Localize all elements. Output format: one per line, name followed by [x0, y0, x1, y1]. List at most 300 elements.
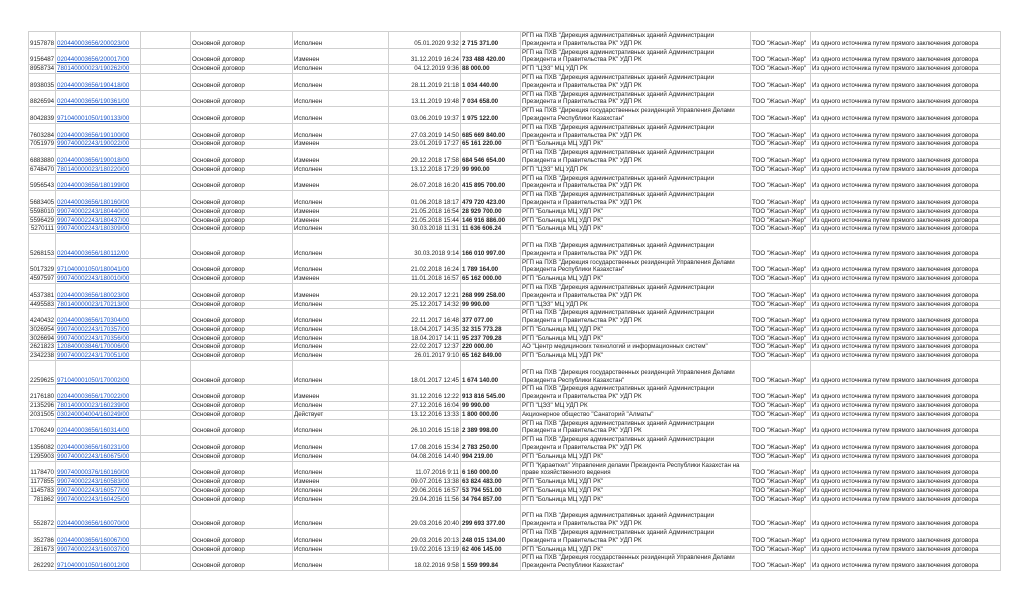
contract-number-link[interactable]: 020440003656/200017/00 — [57, 56, 130, 64]
contract-number-link[interactable]: 990740002243/160037/00 — [57, 545, 130, 553]
record-id: 5268153 — [29, 234, 56, 258]
contract-status: Действует — [293, 410, 389, 419]
contract-amount: 62 406 145.00 — [461, 545, 521, 554]
contract-status: Исполнен — [293, 334, 389, 343]
table-row — [29, 32, 1001, 49]
contract-status: Изменен — [293, 140, 389, 149]
contract-number-cell — [56, 504, 141, 528]
contract-amount: 166 010 997.00 — [461, 234, 521, 258]
contract-number-link[interactable]: 020440003656/190018/00 — [57, 156, 130, 164]
contract-status: Изменен — [293, 275, 389, 284]
contract-date: 04.08.2016 14:40 — [389, 452, 461, 461]
contract-type: Основной договор — [191, 487, 293, 496]
supplier-name: ТОО "Жасыл-Жер" — [751, 258, 811, 275]
procurement-method: Из одного источника путем прямого заключения договора — [811, 174, 1001, 191]
contract-number-cell — [56, 410, 141, 419]
empty-cell — [141, 554, 191, 571]
contract-amount: 1 559 999.84 — [461, 554, 521, 571]
contract-type: Основной договор — [191, 461, 293, 478]
contract-number-link[interactable]: 780140000023/160239/00 — [57, 402, 130, 410]
contract-number-link[interactable]: 020440003656/180160/00 — [57, 198, 130, 206]
table-row — [29, 419, 1001, 436]
contract-type: Основной договор — [191, 504, 293, 528]
empty-cell — [141, 73, 191, 90]
contract-number-link[interactable]: 780140000023/180220/00 — [57, 165, 130, 173]
contract-amount: 2 783 250.00 — [461, 436, 521, 453]
supplier-name: ТОО "Жасыл-Жер" — [751, 309, 811, 326]
supplier-name: ТОО "Жасыл-Жер" — [751, 234, 811, 258]
contract-date: 31.12.2016 12:22 — [389, 385, 461, 402]
contract-number-link[interactable]: 020440003656/180199/00 — [57, 182, 130, 190]
record-id: 6883880 — [29, 149, 56, 166]
record-id: 262292 — [29, 554, 56, 571]
record-id: 1145783 — [30, 487, 54, 495]
table-row — [29, 65, 1001, 74]
record-id: 1177855 — [30, 478, 54, 486]
contract-number-link[interactable]: 030240004004/160249/00 — [57, 410, 130, 418]
empty-cell — [141, 545, 191, 554]
table-row — [29, 554, 1001, 571]
contract-type: Основной договор — [191, 402, 293, 411]
contract-number-link[interactable]: 990740002243/160425/00 — [57, 495, 130, 503]
contract-amount: 1 674 140.00 — [461, 361, 521, 385]
procurement-method: Из одного источника путем прямого заключения договора — [811, 149, 1001, 166]
customer-name: РГП "Больница МЦ УДП РК" — [521, 478, 751, 487]
contract-number-link[interactable]: 990740002243/180010/00 — [57, 275, 130, 283]
procurement-method: Из одного источника путем прямого заключения договора — [811, 410, 1001, 419]
supplier-name: ТОО "Жасыл-Жер" — [751, 149, 811, 166]
contract-date: 29.03.2016 20:40 — [389, 504, 461, 528]
contract-date: 31.12.2019 16:24 — [389, 48, 461, 65]
record-id: 4495583 — [30, 300, 55, 308]
contract-number-cell — [56, 90, 141, 107]
contract-date: 21.02.2018 16:24 — [389, 258, 461, 275]
record-id: 6748470 — [30, 165, 55, 173]
contract-amount: 63 824 483.00 — [461, 478, 521, 487]
contract-type: Основной договор — [191, 73, 293, 90]
customer-name: РГП "Больница МЦ УДП РК" — [521, 325, 751, 334]
empty-cell — [141, 258, 191, 275]
supplier-name: ТОО "Жасыл-Жер" — [751, 545, 811, 554]
table-row — [29, 275, 1001, 284]
contract-date: 13.12.2018 17:29 — [389, 165, 461, 174]
customer-name: РГП на ПХВ "Дирекция административных зданий Администрации Президента и Правительства РК" УДП РК — [521, 73, 751, 90]
supplier-name: ТОО "Жасыл-Жер" — [751, 452, 811, 461]
procurement-method: Из одного источника путем прямого заключения договора — [811, 461, 1001, 478]
contract-number-link[interactable]: 020440003656/160231/00 — [57, 444, 130, 452]
table-row — [29, 283, 1001, 300]
contract-status: Изменен — [293, 48, 389, 65]
procurement-method: Из одного источника путем прямого заключения договора — [811, 352, 1001, 361]
contract-number-link[interactable]: 990740002243/180437/00 — [57, 216, 130, 224]
contract-type: Основной договор — [191, 343, 293, 352]
contract-amount: 95 237 709.28 — [461, 334, 521, 343]
supplier-name: ТОО "Жасыл-Жер" — [751, 419, 811, 436]
customer-name: РГП "Қараөткел" Управления делами Президента Республики Казахстан на праве хозяйственного ведения — [521, 461, 751, 478]
contract-amount: 268 999 258.00 — [461, 283, 521, 300]
table-row — [29, 461, 1001, 478]
contract-status: Изменен — [293, 478, 389, 487]
contract-date: 30.03.2018 9:14 — [389, 234, 461, 258]
customer-name: РГП "Больница МЦ УДП РК" — [521, 207, 751, 216]
supplier-name: ТОО "Жасыл-Жер" — [751, 478, 811, 487]
contract-amount: 299 693 377.00 — [461, 504, 521, 528]
customer-name: РГП на ПХВ "Дирекция административных зданий Администрации Президента и Правительства РК" УДП РК — [521, 90, 751, 107]
procurement-method: Из одного источника путем прямого заключения договора — [811, 283, 1001, 300]
record-id: 2621823 — [30, 343, 55, 351]
customer-name: РГП на ПХВ "Дирекция административных зданий Администрации Президента и Правительства РК" УДП РК — [521, 419, 751, 436]
contract-number-cell — [56, 487, 141, 496]
contract-date: 18.02.2016 9:58 — [389, 554, 461, 571]
contract-type: Основной договор — [191, 385, 293, 402]
contract-number-link[interactable]: 990740002243/170051/00 — [57, 352, 130, 360]
contract-number-link[interactable]: 990740002243/180309/00 — [57, 225, 130, 233]
contract-type: Основной договор — [191, 554, 293, 571]
contract-status: Исполнен — [293, 343, 389, 352]
record-id: 4240432 — [29, 309, 56, 326]
contract-amount: 99 990.00 — [461, 300, 521, 309]
empty-cell — [141, 48, 191, 65]
record-id: 4597597 — [30, 275, 55, 283]
contract-status: Исполнен — [293, 165, 389, 174]
contract-date: 26.01.2017 9:10 — [389, 352, 461, 361]
table-row — [29, 410, 1001, 419]
customer-name: РГП "Больница МЦ УДП РК" — [521, 352, 751, 361]
table-row — [29, 300, 1001, 309]
contract-date: 21.05.2018 16:54 — [389, 207, 461, 216]
customer-name: РГП "Больница МЦ УДП РК" — [521, 334, 751, 343]
empty-cell — [141, 234, 191, 258]
contract-amount: 913 816 545.00 — [461, 385, 521, 402]
contract-type: Основной договор — [191, 216, 293, 225]
contract-number-cell — [56, 73, 141, 90]
empty-cell — [141, 461, 191, 478]
empty-cell — [141, 352, 191, 361]
contract-status: Исполнен — [293, 234, 389, 258]
contract-status: Исполнен — [293, 554, 389, 571]
supplier-name: ТОО "Жасыл-Жер" — [751, 300, 811, 309]
contract-date: 22.11.2017 16:48 — [389, 309, 461, 326]
contract-number-link[interactable]: 780140000023/190262/00 — [57, 65, 130, 73]
procurement-method: Из одного источника путем прямого заключения договора — [811, 65, 1001, 74]
contract-status: Исполнен — [293, 504, 389, 528]
customer-name: РГП "ЦЭЗ" МЦ УДП РК — [521, 65, 751, 74]
contract-status: Исполнен — [293, 300, 389, 309]
table-row — [29, 309, 1001, 326]
record-id: 5598010 — [30, 207, 55, 215]
contract-number-cell — [56, 258, 141, 275]
procurement-method: Из одного источника путем прямого заключения договора — [811, 504, 1001, 528]
supplier-name: ТОО "Жасыл-Жер" — [751, 123, 811, 140]
supplier-name: ТОО "Жасыл-Жер" — [751, 207, 811, 216]
customer-name: РГП на ПХВ "Дирекция государственных резиденций Управления Делами Президента Республики Казахстан" — [521, 554, 751, 571]
contract-number-cell — [56, 495, 141, 504]
table-row — [29, 361, 1001, 385]
procurement-method: Из одного источника путем прямого заключения договора — [811, 419, 1001, 436]
table-row — [29, 207, 1001, 216]
contract-number-link[interactable]: 990740002243/190022/00 — [57, 140, 130, 148]
contract-type: Основной договор — [191, 165, 293, 174]
empty-cell — [141, 216, 191, 225]
supplier-name: ТОО "Жасыл-Жер" — [751, 174, 811, 191]
supplier-name: ТОО "Жасыл-Жер" — [751, 90, 811, 107]
contract-type: Основной договор — [191, 90, 293, 107]
supplier-name: ТОО "Жасыл-Жер" — [751, 191, 811, 208]
procurement-method: Из одного источника путем прямого заключения договора — [811, 207, 1001, 216]
procurement-method: Из одного источника путем прямого заключения договора — [811, 140, 1001, 149]
table-row — [29, 504, 1001, 528]
customer-name: РГП на ПХВ "Дирекция административных зданий Администрации Президента и Правительства РК" УДП РК — [521, 123, 751, 140]
contract-amount: 1 789 164.00 — [461, 258, 521, 275]
contract-amount: 7 034 658.00 — [461, 90, 521, 107]
customer-name: РГП на ПХВ "Дирекция государственных резиденций Управления Делами Президента Республики Казахстан" — [521, 258, 751, 275]
record-id: 8826594 — [29, 90, 56, 107]
contract-number-link[interactable]: 020440003656/190418/00 — [57, 81, 130, 89]
contract-type: Основной договор — [191, 191, 293, 208]
procurement-method: Из одного источника путем прямого заключения договора — [811, 165, 1001, 174]
procurement-method: Из одного источника путем прямого заключения договора — [811, 309, 1001, 326]
contract-number-cell — [56, 65, 141, 74]
record-id: 7051979 — [30, 140, 55, 148]
customer-name: РГП "Больница МЦ УДП РК" — [521, 452, 751, 461]
contract-number-cell — [56, 32, 141, 49]
customer-name: РГП "Больница МЦ УДП РК" — [521, 275, 751, 284]
contract-amount: 34 764 857.00 — [461, 495, 521, 504]
record-id: 2135296 — [30, 402, 55, 410]
contract-amount: 377 077.00 — [461, 309, 521, 326]
table-row — [29, 191, 1001, 208]
contract-number-cell — [56, 402, 141, 411]
contract-amount: 220 000.00 — [461, 343, 521, 352]
procurement-method: Из одного источника путем прямого заключения договора — [811, 343, 1001, 352]
procurement-method: Из одного источника путем прямого заключения договора — [811, 487, 1001, 496]
contract-number-cell — [56, 48, 141, 65]
table-row — [29, 487, 1001, 496]
contract-number-link[interactable]: 990740002243/160583/00 — [57, 478, 130, 486]
empty-cell — [141, 123, 191, 140]
procurement-method: Из одного источника путем прямого заключения договора — [811, 48, 1001, 65]
contract-number-cell — [56, 545, 141, 554]
supplier-name: ТОО "Жасыл-Жер" — [751, 461, 811, 478]
contract-amount: 11 636 606.24 — [461, 225, 521, 234]
procurement-method: Из одного источника путем прямого заключения договора — [811, 478, 1001, 487]
record-id: 9157878 — [29, 32, 56, 49]
supplier-name: ТОО "Жасыл-Жер" — [751, 361, 811, 385]
contract-status: Исполнен — [293, 419, 389, 436]
contract-number-link[interactable]: 020440003656/180112/00 — [57, 249, 129, 257]
contract-status: Исполнен — [293, 402, 389, 411]
customer-name: РГП "Больница МЦ УДП РК" — [521, 225, 751, 234]
contract-date: 11.07.2016 9:11 — [389, 461, 461, 478]
contract-type: Основной договор — [191, 452, 293, 461]
record-id: 1706249 — [29, 419, 56, 436]
contract-date: 13.12.2016 13:33 — [389, 410, 461, 419]
contract-number-link[interactable]: 020440003656/160067/00 — [57, 536, 130, 544]
contract-type: Основной договор — [191, 174, 293, 191]
table-row — [29, 90, 1001, 107]
supplier-name: ТОО "Жасыл-Жер" — [751, 48, 811, 65]
supplier-name: ТОО "Жасыл-Жер" — [751, 487, 811, 496]
supplier-name: ТОО "Жасыл-Жер" — [751, 225, 811, 234]
contract-amount: 2 715 371.00 — [461, 32, 521, 49]
contract-number-link[interactable]: 020440003656/190100/00 — [57, 131, 130, 139]
contract-type: Основной договор — [191, 65, 293, 74]
customer-name: Акционерное общество "Санаторий "Алматы" — [521, 410, 751, 419]
contract-number-link[interactable]: 971040001050/160012/00 — [57, 562, 130, 570]
procurement-method: Из одного источника путем прямого заключения договора — [811, 234, 1001, 258]
customer-name: РГП на ПХВ "Дирекция административных зданий Администрации Президента и Правительства РК" УДП РК — [521, 436, 751, 453]
contract-date: 04.12.2019 9:36 — [389, 65, 461, 74]
contract-type: Основной договор — [191, 300, 293, 309]
contract-date: 11.01.2018 16:57 — [389, 275, 461, 284]
contract-status: Исполнен — [293, 107, 389, 124]
contract-number-link[interactable]: 971040001050/190133/00 — [57, 114, 130, 122]
contract-number-link[interactable]: 020440003656/180023/00 — [57, 291, 130, 299]
procurement-method: Из одного источника путем прямого заключения договора — [811, 90, 1001, 107]
customer-name: РГП на ПХВ "Дирекция государственных резиденций Управления Делами Президента Республики Казахстан" — [521, 107, 751, 124]
table-row — [29, 258, 1001, 275]
record-id: 281673 — [29, 545, 56, 554]
record-id: 8958734 — [30, 65, 55, 73]
empty-cell — [141, 325, 191, 334]
contract-number-cell — [56, 174, 141, 191]
contract-number-cell — [56, 452, 141, 461]
procurement-method: Из одного источника путем прямого заключения договора — [811, 32, 1001, 49]
contract-amount: 479 720 423.00 — [461, 191, 521, 208]
procurement-method: Из одного источника путем прямого заключения договора — [811, 325, 1001, 334]
table-row — [29, 436, 1001, 453]
contract-status: Исполнен — [293, 225, 389, 234]
record-id: 1295903 — [30, 452, 55, 460]
contract-status: Исполнен — [293, 495, 389, 504]
customer-name: РГП на ПХВ "Дирекция административных зданий Администрации Президента и Правительства РК" УДП РК — [521, 191, 751, 208]
empty-cell — [141, 90, 191, 107]
contract-number-link[interactable]: 020440003656/190361/00 — [57, 98, 130, 106]
contract-number-link[interactable]: 020440003656/170022/00 — [57, 393, 130, 401]
customer-name: РГП "Больница МЦ УДП РК" — [521, 140, 751, 149]
contract-number-link[interactable]: 990740002243/170356/00 — [57, 334, 130, 342]
contract-date: 29.04.2016 11:56 — [389, 495, 461, 504]
contract-status: Исполнен — [293, 487, 389, 496]
contract-number-link[interactable]: 990740002243/160577/00 — [57, 487, 130, 495]
table-row — [29, 73, 1001, 90]
record-id: 5683405 — [29, 191, 56, 208]
procurement-method: Из одного источника путем прямого заключения договора — [811, 258, 1001, 275]
supplier-name: ТОО "Жасыл-Жер" — [751, 504, 811, 528]
record-id: 3026954 — [30, 325, 55, 333]
contract-number-link[interactable]: 971040001050/170002/00 — [57, 376, 130, 384]
contract-amount: 733 488 420.00 — [461, 48, 521, 65]
contract-type: Основной договор — [191, 234, 293, 258]
empty-cell — [141, 436, 191, 453]
contract-number-link[interactable]: 020440003656/200023/00 — [57, 39, 130, 47]
customer-name: АО "Центр медицинских технологий и информационных систем" — [521, 343, 751, 352]
empty-cell — [141, 283, 191, 300]
procurement-method: Из одного источника путем прямого заключения договора — [811, 216, 1001, 225]
contract-number-link[interactable]: 120840003846/170006/00 — [57, 343, 130, 351]
contract-number-link[interactable]: 020440003656/160314/00 — [57, 427, 130, 435]
empty-cell — [141, 495, 191, 504]
table-row — [29, 495, 1001, 504]
procurement-method: Из одного источника путем прямого заключения договора — [811, 452, 1001, 461]
contract-type: Основной договор — [191, 419, 293, 436]
empty-cell — [141, 361, 191, 385]
contract-status: Изменен — [293, 216, 389, 225]
table-row — [29, 140, 1001, 149]
contract-number-cell — [56, 149, 141, 166]
contract-number-link[interactable]: 990740000376/160160/00 — [57, 469, 130, 477]
contract-number-link[interactable]: 020440003656/170304/00 — [57, 317, 130, 325]
contract-number-cell — [56, 419, 141, 436]
empty-cell — [141, 165, 191, 174]
contract-number-cell — [56, 275, 141, 284]
contract-amount: 994 219.00 — [461, 452, 521, 461]
table-row — [29, 478, 1001, 487]
contract-status: Исполнен — [293, 90, 389, 107]
table-row — [29, 452, 1001, 461]
record-id: 8938035 — [29, 73, 56, 90]
contract-status: Изменен — [293, 174, 389, 191]
contract-amount: 248 015 134.00 — [461, 529, 521, 546]
customer-name: РГП "Больница МЦ УДП РК" — [521, 545, 751, 554]
contract-date: 01.06.2018 18:17 — [389, 191, 461, 208]
empty-cell — [141, 334, 191, 343]
contract-number-link[interactable]: 020440003656/160070/00 — [57, 520, 130, 528]
empty-cell — [141, 191, 191, 208]
contract-type: Основной договор — [191, 48, 293, 65]
contract-number-link[interactable]: 990740002243/180440/00 — [57, 207, 130, 215]
contract-date: 29.12.2017 12:21 — [389, 283, 461, 300]
empty-cell — [141, 343, 191, 352]
record-id: 8042839 — [29, 107, 56, 124]
customer-name: РГП на ПХВ "Дирекция административных зданий Администрации Президента и Правительства РК" УДП РК — [521, 309, 751, 326]
table-row — [29, 545, 1001, 554]
contract-status: Исполнен — [293, 545, 389, 554]
table-row — [29, 334, 1001, 343]
contract-number-cell — [56, 107, 141, 124]
procurement-method: Из одного источника путем прямого заключения договора — [811, 123, 1001, 140]
empty-cell — [141, 107, 191, 124]
contract-status: Исполнен — [293, 123, 389, 140]
contract-number-cell — [56, 309, 141, 326]
table-row — [29, 402, 1001, 411]
table-row — [29, 225, 1001, 234]
contract-amount: 684 546 654.00 — [461, 149, 521, 166]
contract-amount: 146 916 886.00 — [461, 216, 521, 225]
procurement-method: Из одного источника путем прямого заключения договора — [811, 495, 1001, 504]
table-row — [29, 165, 1001, 174]
contract-number-link[interactable]: 990740002243/160675/00 — [57, 452, 130, 460]
contract-date: 29.06.2016 16:57 — [389, 487, 461, 496]
contract-type: Основной договор — [191, 325, 293, 334]
contract-amount: 88 000.00 — [461, 65, 521, 74]
supplier-name: ТОО "Жасыл-Жер" — [751, 283, 811, 300]
contract-number-cell — [56, 334, 141, 343]
procurement-method: Из одного источника путем прямого заключения договора — [811, 361, 1001, 385]
contract-number-cell — [56, 529, 141, 546]
contract-date: 29.12.2018 17:58 — [389, 149, 461, 166]
contract-number-link[interactable]: 971040001050/180041/00 — [57, 266, 130, 274]
contract-date: 26.07.2018 16:20 — [389, 174, 461, 191]
contract-number-link[interactable]: 990740002243/170357/00 — [57, 325, 130, 333]
contract-date: 30.03.2018 11:31 — [389, 225, 461, 234]
record-id: 5956543 — [29, 174, 56, 191]
contract-type: Основной договор — [191, 436, 293, 453]
contract-number-cell — [56, 436, 141, 453]
record-id: 352786 — [29, 529, 56, 546]
contract-type: Основной договор — [191, 529, 293, 546]
contract-number-link[interactable]: 780140000023/170213/00 — [57, 300, 130, 308]
